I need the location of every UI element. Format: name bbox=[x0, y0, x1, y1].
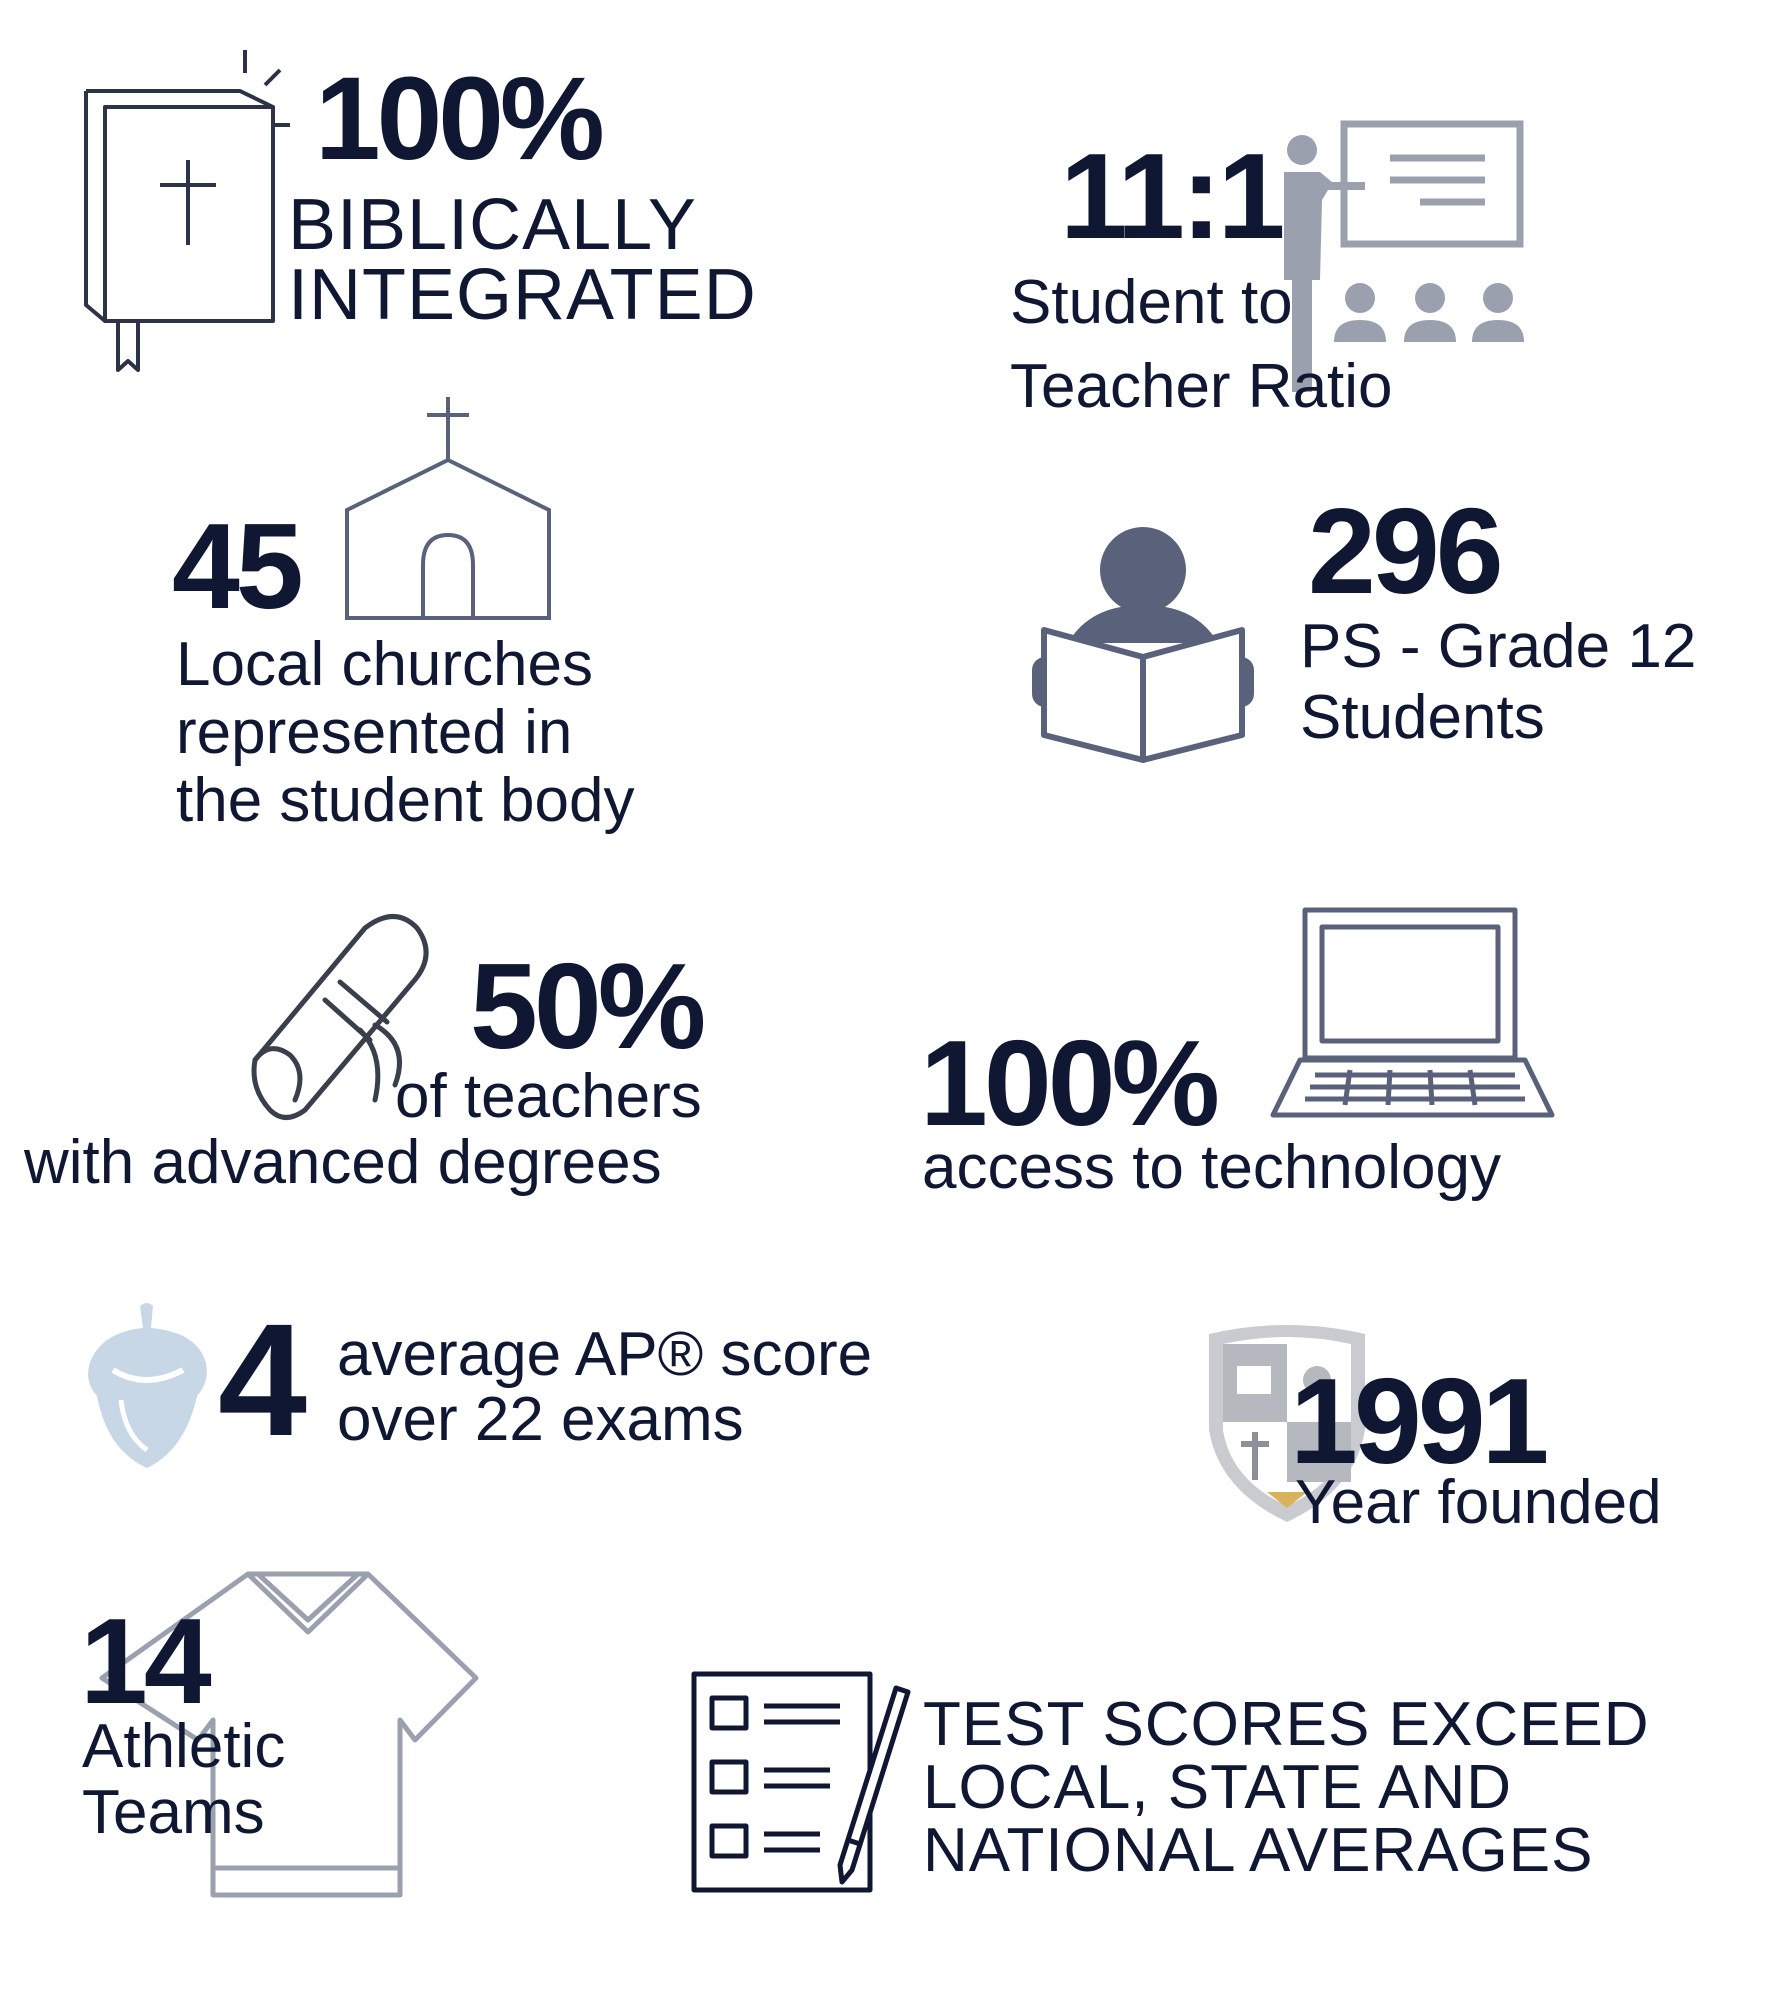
athletics-stat-line2: Teams bbox=[82, 1778, 265, 1847]
tests-stat-line1: TEST SCORES EXCEED bbox=[923, 1690, 1650, 1759]
tests-stat-line3: NATIONAL AVERAGES bbox=[923, 1816, 1594, 1885]
classroom-teacher-icon bbox=[1270, 120, 1530, 350]
churches-stat-value: 45 bbox=[172, 498, 300, 634]
reading-student-icon bbox=[1030, 525, 1260, 765]
technology-stat-value: 100% bbox=[920, 1015, 1217, 1151]
athletics-stat-line1: Athletic bbox=[82, 1712, 286, 1781]
bible-stat-line1: BIBLICALLY bbox=[288, 185, 697, 265]
students-stat-value: 296 bbox=[1308, 483, 1500, 619]
degrees-stat-line1: of teachers bbox=[395, 1062, 702, 1131]
founded-stat-line1: Year founded bbox=[1295, 1468, 1662, 1537]
churches-stat-line3: the student body bbox=[176, 766, 635, 835]
founded-stat-value: 1991 bbox=[1290, 1353, 1546, 1489]
ap-stat-line2: over 22 exams bbox=[337, 1385, 744, 1454]
laptop-icon bbox=[1270, 905, 1555, 1125]
churches-stat-line1: Local churches bbox=[176, 630, 594, 699]
athletics-stat-value: 14 bbox=[80, 1593, 208, 1729]
ap-stat-value: 4 bbox=[218, 1290, 303, 1469]
ratio-stat-value: 11:1 bbox=[1060, 128, 1282, 264]
ap-acorn-icon bbox=[85, 1300, 215, 1475]
bible-icon bbox=[80, 45, 320, 375]
checklist-icon bbox=[690, 1670, 910, 1895]
ratio-stat-line2: Teacher Ratio bbox=[1010, 352, 1393, 421]
ratio-stat-line1: Student to bbox=[1010, 268, 1293, 337]
churches-stat-line2: represented in bbox=[176, 698, 573, 767]
ap-stat-line1: average AP® score bbox=[337, 1320, 873, 1389]
degrees-stat-value: 50% bbox=[470, 938, 703, 1074]
technology-stat-line1: access to technology bbox=[922, 1133, 1502, 1202]
bible-stat-line2: INTEGRATED bbox=[288, 255, 757, 335]
church-icon bbox=[345, 395, 555, 625]
degrees-stat-line2: with advanced degrees bbox=[24, 1128, 662, 1197]
students-stat-line1: PS - Grade 12 bbox=[1300, 612, 1697, 681]
bible-stat-value: 100% bbox=[315, 53, 601, 185]
students-stat-line2: Students bbox=[1300, 683, 1545, 752]
tests-stat-line2: LOCAL, STATE AND bbox=[923, 1753, 1513, 1822]
